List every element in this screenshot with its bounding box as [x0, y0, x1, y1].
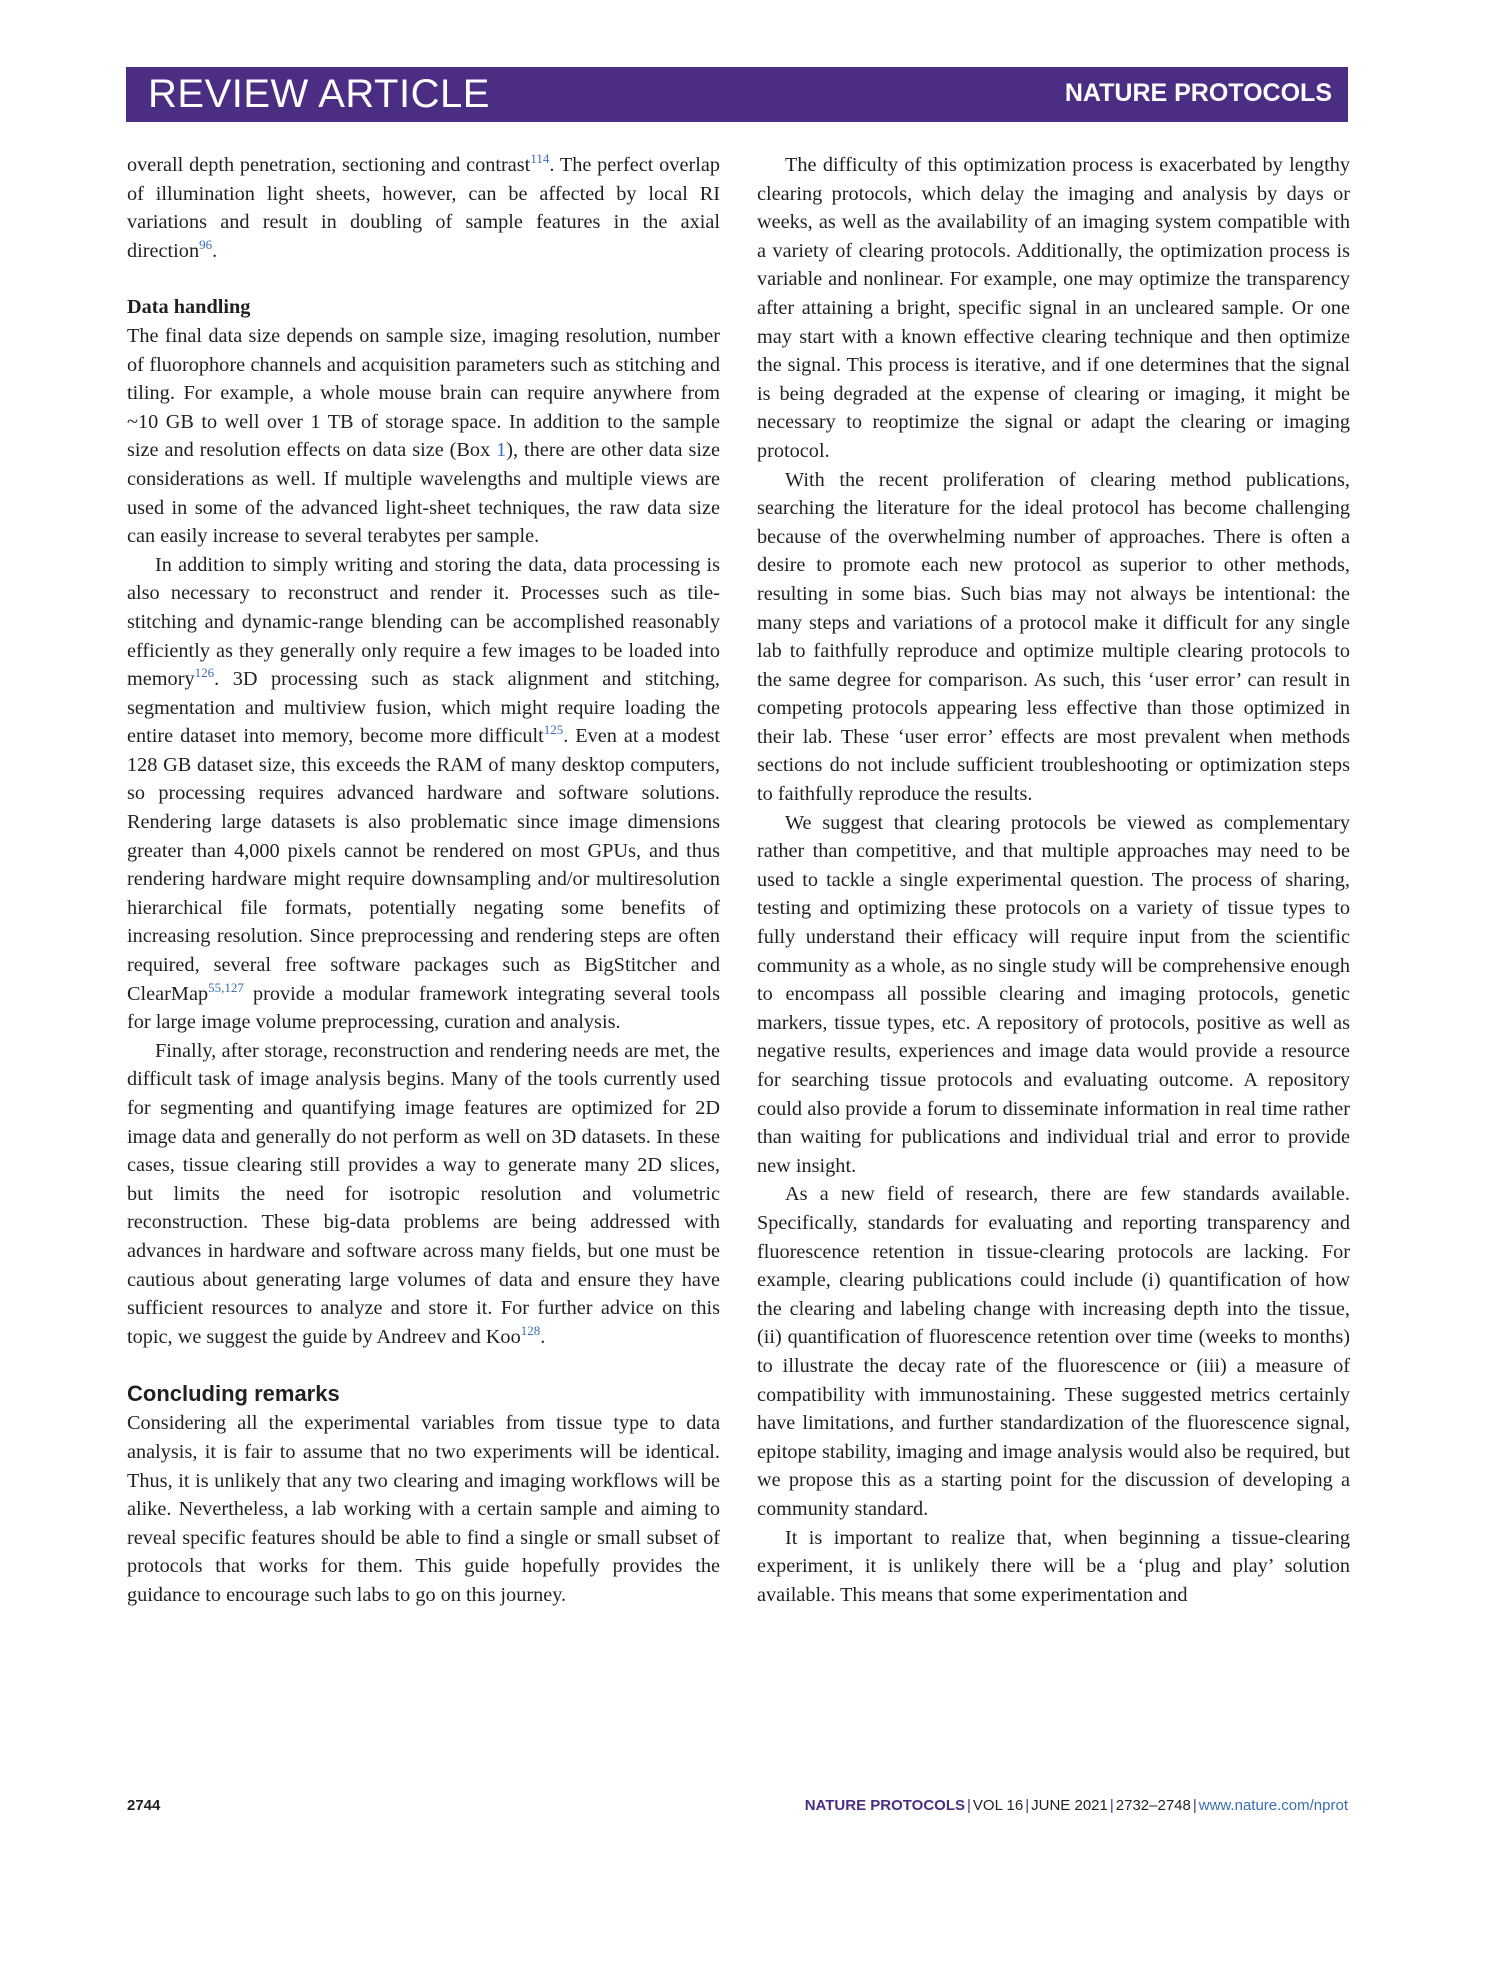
- paragraph: Considering all the experimental variables from tissue type to data analysis, it is fair to assume that no two experiments will be identical. Thus, it is unlikely that any two clearing and imaging workflows will be alike. Nevertheless, a lab working with a certain sample and aiming to reveal specific features should be able to find a single or small subset of protocols that works for them. This guide hopefully provides the guidance to encourage such labs to go on this journey.: [127, 1412, 720, 1606]
- right-column: [757, 151, 1350, 1609]
- footer-citation: NATURE PROTOCOLS | VOL 16 | JUNE 2021 | 2732–2748 | www.nature.com/nprot: [804, 1797, 1348, 1814]
- paragraph: The final data size depends on sample size, imaging resolution, number of fluorophore channels and acquisition parameters such as stitching and tiling. For example, a whole mouse brain can require anywhere from ~10 GB to well over 1 TB of storage space. In addition to the sample size and resolution effects on data size (Box 1), there are other data size considerations as well. If multiple wavelengths and multiple views are used in some of the advanced light-sheet techniques, the raw data size can easily increase to several terabytes per sample.: [127, 324, 720, 548]
- left-column: [127, 151, 720, 1610]
- citation-ref[interactable]: 114: [530, 151, 550, 167]
- citation-ref[interactable]: 55,127: [208, 979, 244, 995]
- paragraph: overall depth penetration, sectioning and contrast$^{114}$. The perfect overlap of illumination light sheets, however, can be affected by local RI variations and result in doubling of sample features in the axial direction$^{96}$.: [127, 151, 720, 262]
- citation-ref[interactable]: 125: [543, 722, 564, 738]
- paragraph: We suggest that clearing protocols be viewed as complementary rather than competitive, and that multiple approaches may need to be used to tackle a single experimental question. The process of sharing, testing and optimizing these protocols on a variety of tissue types to fully understand their efficacy will require input from the scientific community as a whole, as no single study will be comprehensive enough to encompass all possible clearing and imaging protocols, genetic markers, tissue types, etc. A repository of protocols, positive as well as negative results, experiences and image data would provide a resource for searching tissue protocols and evaluating outcome. A repository could also provide a forum to disseminate information in real time rather than waiting for publications and individual trial and error to provide new insight.: [757, 811, 1350, 1177]
- paragraph: In addition to simply writing and storing the data, data processing is also necessary to reconstruct and render it. Processes such as tile-stitching and dynamic-range blending can be accomplished reasonably efficiently as they generally only require a few images to be loaded into memory$^{126}$. 3D processing such as stack alignment and stitching, segmentation and multiview fusion, which might require loading the entire dataset into memory, become more difficult$^{125}$. Even at a modest 128 GB dataset size, this exceeds the RAM of many desktop computers, so processing requires advanced hardware and software solutions. Rendering large datasets is also problematic since image dimensions greater than 4,000 pixels cannot be rendered on most GPUs, and thus rendering hardware might require downsampling and/or multiresolution hierarchical file formats, potentially negating some benefits of increasing resolution. Since preprocessing and rendering steps are often required, several free software packages such as BigStitcher and ClearMap$^{55,127}$ provide a modular framework integrating several tools for large image volume preprocessing, curation and analysis.: [127, 553, 720, 1034]
- paragraph: It is important to realize that, when beginning a tissue-clearing experiment, it is unlikely there will be a ‘plug and play’ solution available. This means that some experimentation and: [757, 1526, 1350, 1606]
- journal-title-header: NATURE PROTOCOLS: [1064, 79, 1332, 107]
- paragraph: Finally, after storage, reconstruction and rendering needs are met, the difficult task of image analysis begins. Many of the tools currently used for segmenting and quantifying image features are optimized for 2D image data and generally do not perform as well on 3D datasets. In these cases, tissue clearing still provides a way to generate many 2D slices, but limits the need for isotropic resolution and volumetric reconstruction. These big-data problems are being addressed with advances in hardware and software across many fields, but one must be cautious about generating large volumes of data and ensure they have sufficient resources to analyze and store it. For further advice on this topic, we suggest the guide by Andreev and Koo$^{128}$.: [127, 1039, 720, 1348]
- paragraph: As a new field of research, there are few standards available. Specifically, standards for evaluating and reporting transparency and fluorescence retention in tissue-clearing protocols are lacking. For example, clearing publications could include (i) quantification of how the clearing and labeling change with increasing depth into the tissue, (ii) quantification of fluorescence retention over time (weeks to months) to illustrate the decay rate of the fluorescence or (iii) a measure of compatibility with immunostaining. These suggested metrics certainly have limitations, and further standardization of the fluorescence signal, epitope stability, imaging and image analysis would also be required, but we propose this as a starting point for the discussion of developing a community standard.: [757, 1183, 1350, 1520]
- footer-pages: 2732–2748: [1115, 1797, 1191, 1814]
- citation-ref[interactable]: 126: [194, 665, 215, 681]
- page-number: 2744: [127, 1797, 161, 1814]
- footer-volume: VOL 16: [972, 1797, 1024, 1814]
- paragraph: With the recent proliferation of clearing method publications, searching the literature for the ideal protocol has become challenging because of the overwhelming number of approaches. There is often a desire to promote each new protocol as superior to other methods, resulting in some bias. Such bias may not always be intentional: the many steps and variations of a protocol make it difficult for any single lab to faithfully reproduce and optimize multiple clearing protocols to the same degree for comparison. As such, this ‘user error’ can result in competing protocols appearing less effective than those optimized in their lab. These ‘user error’ effects are most prevalent when methods sections do not include sufficient troubleshooting or optimization steps to faithfully reproduce the results.: [757, 468, 1350, 806]
- box-link[interactable]: 1: [496, 439, 507, 462]
- citation-ref[interactable]: 96: [199, 237, 213, 253]
- footer-journal: NATURE PROTOCOLS: [804, 1797, 966, 1814]
- footer-date: JUNE 2021: [1031, 1797, 1108, 1814]
- citation-ref[interactable]: 128: [520, 1322, 541, 1338]
- article-type-label: REVIEW ARTICLE: [148, 72, 490, 116]
- section-heading-concluding-remarks: Concluding remarks: [127, 1381, 340, 1407]
- subsection-heading-data-handling: Data handling: [127, 296, 251, 319]
- footer-url-link[interactable]: www.nature.com/nprot: [1198, 1797, 1348, 1814]
- header-bar: [126, 67, 1348, 122]
- paragraph: The difficulty of this optimization process is exacerbated by lengthy clearing protocols, which delay the imaging and analysis by days or weeks, as well as the availability of an imaging system compatible with a variety of clearing protocols. Additionally, the optimization process is variable and nonlinear. For example, one may optimize the transparency after attaining a bright, specific signal in an uncleared sample. Or one may start with a known effective clearing technique and then optimize the signal. This process is iterative, and if one determines that the signal is being degraded at the expense of clearing or imaging, it might be necessary to reoptimize the signal or adapt the clearing or imaging protocol.: [757, 154, 1350, 462]
